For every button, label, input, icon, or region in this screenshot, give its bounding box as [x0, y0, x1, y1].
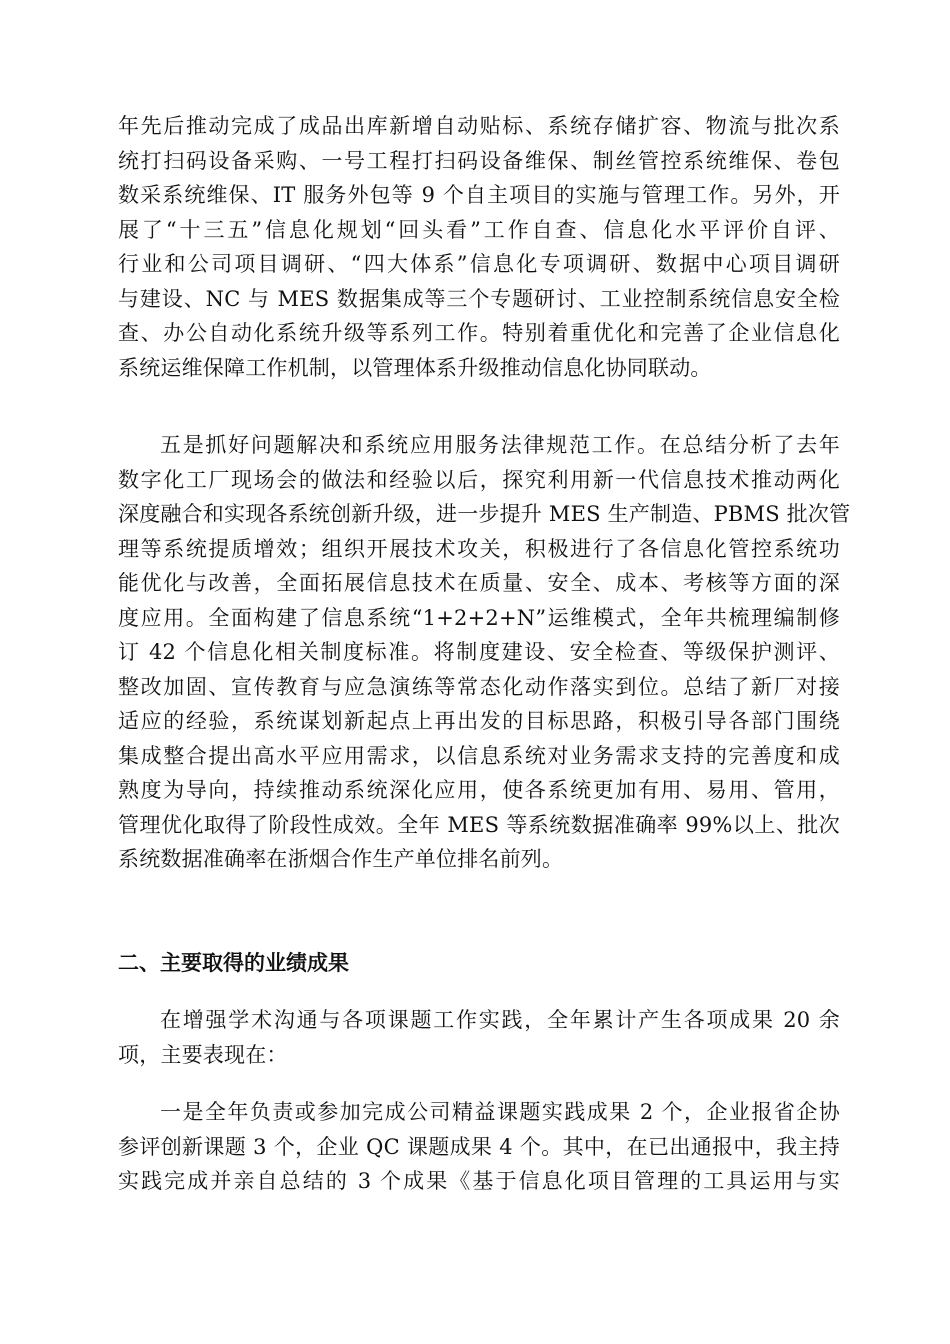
paragraph-line: 数采系统维保、IT 服务外包等 9 个自主项目的实施与管理工作。另外，开	[118, 183, 840, 207]
paragraph-line: 实践完成并亲自总结的 3 个成果《基于信息化项目管理的工具运用与实	[118, 1169, 840, 1193]
paragraph-line: 项，主要表现在：	[118, 1042, 288, 1067]
paragraph-line: 在增强学术沟通与各项课题工作实践，全年累计产生各项成果 20 余	[160, 1008, 840, 1032]
paragraph-line: 查、办公自动化系统升级等系列工作。特别着重优化和完善了企业信息化	[118, 321, 840, 345]
paragraph-line: 度应用。全面构建了信息系统“1+2+2+N”运维模式，全年共梳理编制修	[118, 605, 840, 630]
paragraph-line: 系统数据准确率在浙烟合作生产单位排名前列。	[118, 847, 564, 871]
paragraph-line: 五是抓好问题解决和系统应用服务法律规范工作。在总结分析了去年	[160, 433, 840, 457]
paragraph-line: 熟度为导向，持续推动系统深化应用，使各系统更加有用、易用、管用，	[118, 778, 840, 802]
paragraph-4	[118, 1095, 840, 1199]
paragraph-line: 数字化工厂现场会的做法和经验以后，探究利用新一代信息技术推动两化	[118, 467, 840, 492]
paragraph-line: 适应的经验，系统谋划新起点上再出发的目标思路，积极引导各部门围绕	[118, 709, 840, 733]
paragraph-line: 参评创新课题 3 个，企业 QC 课题成果 4 个。其中，在已出通报中，我主持	[118, 1134, 840, 1159]
paragraph-line: 展了“十三五”信息化规划“回头看”工作自查、信息化水平评价自评、	[118, 217, 840, 242]
paragraph-1	[118, 109, 840, 385]
section-heading: 二、主要取得的业绩成果	[118, 951, 349, 975]
paragraph-line: 订 42 个信息化相关制度标准。将制度建设、安全检查、等级保护测评、	[118, 640, 840, 664]
paragraph-line: 一是全年负责或参加完成公司精益课题实践成果 2 个，企业报省企协	[160, 1100, 840, 1124]
paragraph-line: 管理优化取得了阶段性成效。全年 MES 等系统数据准确率 99%以上、批次	[118, 812, 840, 837]
paragraph-line: 与建设、NC 与 MES 数据集成等三个专题研讨、工业控制系统信息安全检	[118, 286, 840, 311]
paragraph-line: 理等系统提质增效；组织开展技术攻关，积极进行了各信息化管控系统功	[118, 536, 840, 561]
paragraph-2	[118, 428, 851, 877]
paragraph-3	[118, 1003, 840, 1072]
paragraph-line: 统打扫码设备采购、一号工程打扫码设备维保、制丝管控系统维保、卷包	[118, 148, 840, 173]
paragraph-line: 行业和公司项目调研、“四大体系”信息化专项调研、数据中心项目调研	[118, 252, 840, 276]
paragraph-line: 系统运维保障工作机制，以管理体系升级推动信息化协同联动。	[118, 355, 712, 380]
paragraph-line: 深度融合和实现各系统创新升级，进一步提升 MES 生产制造、PBMS 批次管	[118, 502, 851, 526]
paragraph-line: 整改加固、宣传教育与应急演练等常态化动作落实到位。总结了新厂对接	[118, 674, 840, 699]
paragraph-line: 能优化与改善，全面拓展信息技术在质量、安全、成本、考核等方面的深	[118, 571, 840, 595]
paragraph-line: 年先后推动完成了成品出库新增自动贴标、系统存储扩容、物流与批次系	[118, 114, 840, 138]
paragraph-line: 集成整合提出高水平应用需求，以信息系统对业务需求支持的完善度和成	[118, 743, 840, 768]
